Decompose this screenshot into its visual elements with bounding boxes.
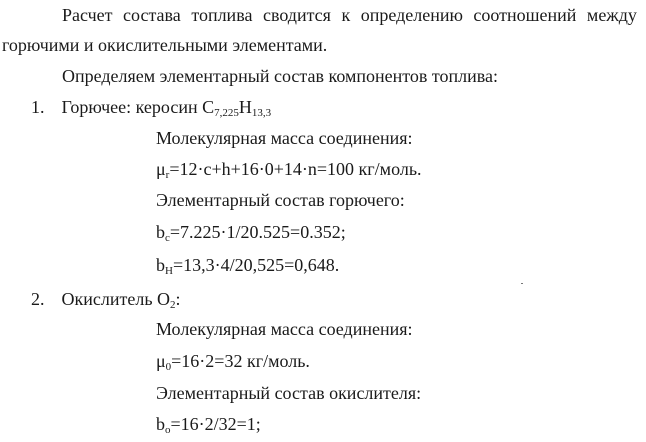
intro-word: топлива bbox=[191, 5, 253, 25]
oxidizer-label: Окислитель O bbox=[61, 289, 171, 309]
fuel-formula-h-sub: 13,3 bbox=[251, 107, 272, 119]
fuel-composition-heading: Элементарный состав горючего: bbox=[156, 190, 405, 210]
scan-speck bbox=[521, 283, 523, 284]
intro-line-1 bbox=[62, 6, 637, 24]
oxidizer-molar-mass-heading: Молекулярная масса соединения: bbox=[156, 319, 413, 339]
oxidizer-molar-mass-equation: $\mu_0=16\cdot 2=32$ кг/моль. bbox=[156, 351, 310, 373]
intro-word: к bbox=[341, 5, 351, 25]
intro-word: соотношений bbox=[473, 5, 577, 25]
fuel-molar-mass-equation: $\mu_r=12\cdot c+h+16\cdot 0+14\cdot n=100$ кг/моль. bbox=[156, 159, 422, 181]
oxidizer-item-number: 2. bbox=[31, 289, 45, 309]
oxidizer-formula-sub: 2 bbox=[170, 299, 176, 311]
fuel-formula-h: H bbox=[238, 97, 252, 117]
intro-word: состава bbox=[123, 5, 181, 25]
intro-word: сводится bbox=[262, 5, 331, 25]
oxidizer-bo-equation: $b_o=16\cdot 2/32=1$; bbox=[156, 414, 261, 436]
intro-line-2: горючими и окислительными элементами. bbox=[2, 35, 328, 55]
oxidizer-item: 2. Окислитель $O_2$: bbox=[31, 289, 181, 311]
intro-word: между bbox=[586, 5, 637, 25]
intro-word: Расчет bbox=[62, 5, 113, 25]
fuel-item-number: 1. bbox=[31, 97, 45, 117]
components-heading: Определяем элементарный состав компонентов топлива: bbox=[62, 66, 499, 86]
fuel-label: Горючее: керосин C bbox=[61, 97, 215, 117]
fuel-formula-c-sub: 7,225 bbox=[214, 107, 239, 119]
fuel-bh-equation: $b_H=13,3\cdot 4/20,525=0,648$. bbox=[156, 255, 340, 277]
intro-word: определению bbox=[360, 5, 463, 25]
oxidizer-composition-heading: Элементарный состав окислителя: bbox=[156, 383, 422, 403]
fuel-item bbox=[31, 97, 272, 119]
fuel-bc-equation: $b_c=7.225\cdot 1/20.525=0.352$; bbox=[156, 222, 346, 244]
fuel-molar-mass-heading: Молекулярная масса соединения: bbox=[156, 128, 413, 148]
